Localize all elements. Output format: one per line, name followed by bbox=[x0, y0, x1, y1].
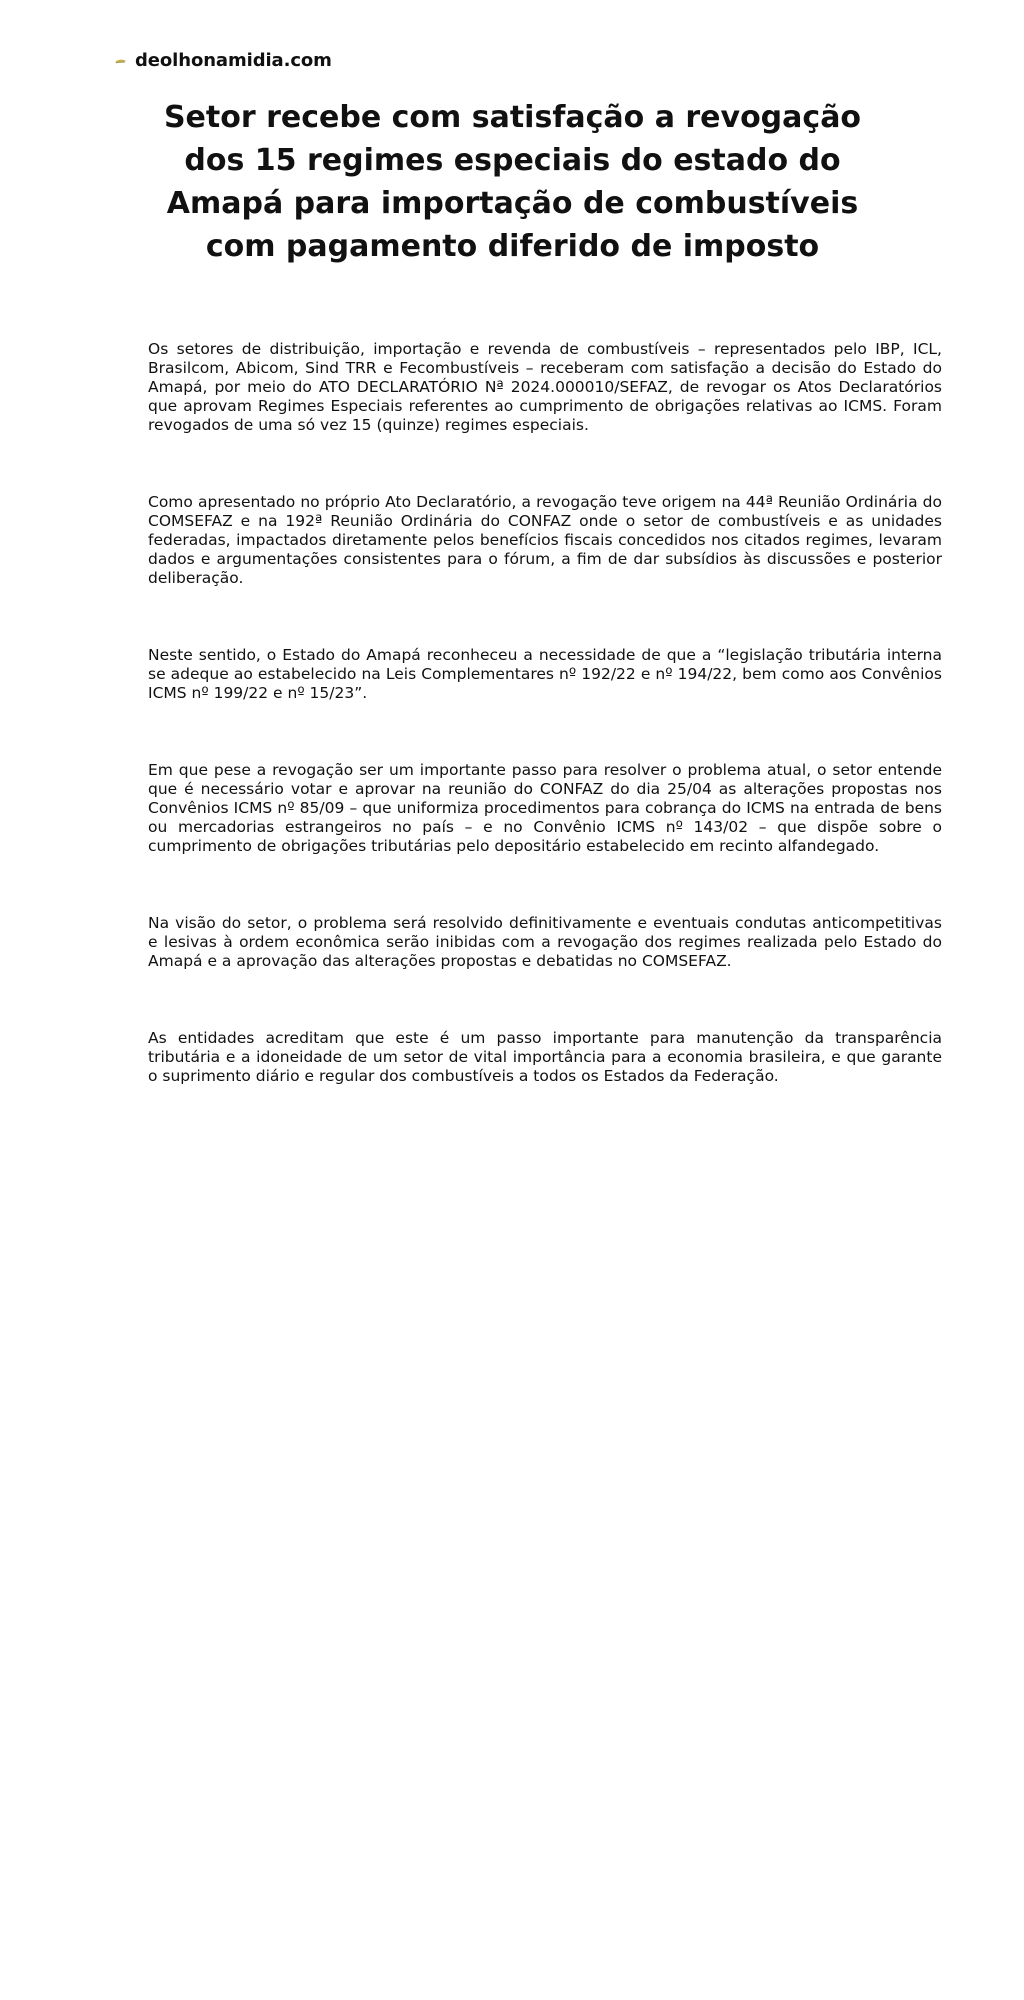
site-header bbox=[114, 50, 332, 71]
article-paragraph: Na visão do setor, o problema será resolvido definitivamente e eventuais condutas anticompetitivas e lesivas à ordem econômica serão inibidas com a revogação dos regimes realizada pelo Estado do Amapá e a aprovação das alterações propostas e debatidas no COMSEFAZ. bbox=[148, 914, 942, 970]
site-name-link[interactable]: deolhonamidia.com bbox=[135, 50, 332, 71]
article-paragraph: Como apresentado no próprio Ato Declaratório, a revogação teve origem na 44ª Reunião Ordinária do COMSEFAZ e na 192ª Reunião Ordinária do CONFAZ onde o setor de combustíveis e as unidades federadas, impactados diretamente pelos benefícios fiscais concedidos nos citados regimes, levaram dados e argumentações consistentes para o fórum, a fim de dar subsídios às discussões e posterior deliberação. bbox=[148, 493, 942, 587]
article-body bbox=[148, 340, 942, 1144]
leaf-icon bbox=[114, 54, 127, 68]
article-paragraph: As entidades acreditam que este é um passo importante para manutenção da transparência tributária e a idoneidade de um setor de vital importância para a economia brasileira, e que garante o suprimento diário e regular dos combustíveis a todos os Estados da Federação. bbox=[148, 1029, 942, 1085]
article-paragraph: Os setores de distribuição, importação e revenda de combustíveis – representados pelo IBP, ICL, Brasilcom, Abicom, Sind TRR e Fecombustíveis – receberam com satisfação a decisão do Estado do Amapá, por meio do ATO DECLARATÓRIO Nª 2024.000010/SEFAZ, de revogar os Atos Declaratórios que aprovam Regimes Especiais referentes ao cumprimento de obrigações relativas ao ICMS. Foram revogados de uma só vez 15 (quinze) regimes especiais. bbox=[148, 340, 942, 434]
article-paragraph: Em que pese a revogação ser um importante passo para resolver o problema atual, o setor entende que é necessário votar e aprovar na reunião do CONFAZ do dia 25/04 as alterações propostas nos Convênios ICMS nº 85/09 – que uniformiza procedimentos para cobrança do ICMS na entrada de bens ou mercadorias estrangeiros no país – e no Convênio ICMS nº 143/02 – que dispõe sobre o cumprimento de obrigações tributárias pelo depositário estabelecido em recinto alfandegado. bbox=[148, 761, 942, 855]
article-title: Setor recebe com satisfação a revogação dos 15 regimes especiais do estado do Amapá para importação de combustíveis com pagamento diferido de imposto bbox=[163, 100, 862, 264]
article-paragraph: Neste sentido, o Estado do Amapá reconheceu a necessidade de que a “legislação tributária interna se adeque ao estabelecido na Leis Complementares nº 192/22 e nº 194/22, bem como aos Convênios ICMS nº 199/22 e nº 15/23”. bbox=[148, 646, 942, 702]
